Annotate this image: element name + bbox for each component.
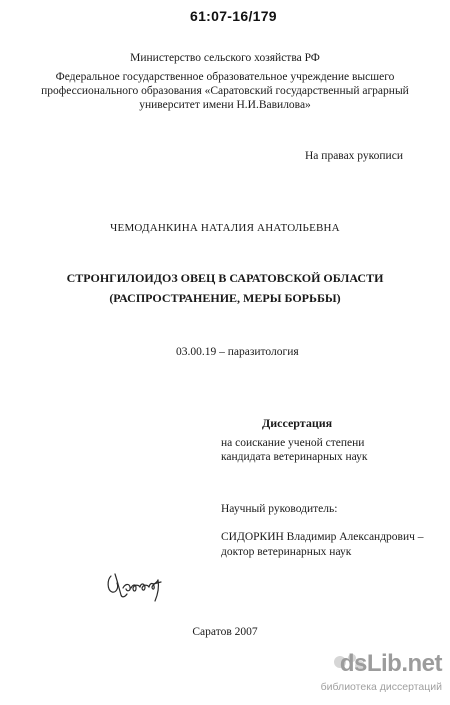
archive-stamp: 61:07-16/179 bbox=[190, 8, 277, 24]
work-type: Диссертация bbox=[262, 416, 333, 430]
title-line: СТРОНГИЛОИДОЗ ОВЕЦ В САРАТОВСКОЙ ОБЛАСТИ bbox=[66, 271, 384, 285]
dslib-watermark bbox=[320, 650, 448, 702]
author-name: ЧЕМОДАНКИНА НАТАЛИЯ АНАТОЛЬЕВНА bbox=[110, 222, 340, 234]
handwritten-signature bbox=[103, 568, 165, 604]
supervisor-info bbox=[221, 530, 424, 560]
watermark-subtitle: библиотека диссертаций bbox=[320, 681, 442, 693]
supervisor-label: Научный руководитель: bbox=[221, 503, 338, 515]
degree-line: на соискание ученой степени bbox=[221, 437, 365, 449]
degree-line: кандидата ветеринарных наук bbox=[221, 451, 368, 463]
ministry-name: Министерство сельского хозяйства РФ bbox=[130, 52, 320, 64]
supervisor-name: СИДОРКИН Владимир Александрович – bbox=[221, 531, 424, 543]
city-year: Саратов 2007 bbox=[192, 626, 258, 638]
manuscript-rights: На правах рукописи bbox=[305, 150, 403, 162]
specialty-code: 03.00.19 – паразитология bbox=[176, 346, 299, 358]
degree-info bbox=[221, 436, 368, 464]
institution-line: профессионального образования «Саратовский государственный аграрный bbox=[41, 85, 409, 97]
watermark-logo: dsLib.net bbox=[339, 650, 442, 677]
supervisor-degree: доктор ветеринарных наук bbox=[221, 546, 352, 558]
title-line: (РАСПРОСТРАНЕНИЕ, МЕРЫ БОРЬБЫ) bbox=[109, 291, 341, 305]
dissertation-title bbox=[0, 268, 450, 308]
institution-name bbox=[0, 70, 450, 112]
institution-line: Федеральное государственное образовательное учреждение высшего bbox=[55, 71, 395, 83]
institution-line: университет имени Н.И.Вавилова» bbox=[139, 99, 311, 111]
